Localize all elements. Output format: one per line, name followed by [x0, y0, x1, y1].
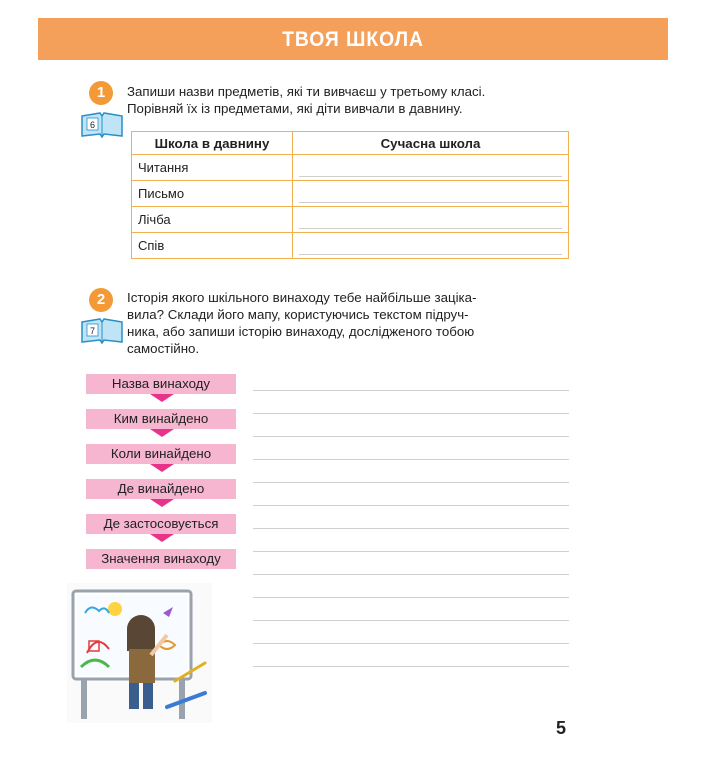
writing-line[interactable]: [253, 505, 569, 506]
girl-at-smartboard-illustration: [67, 583, 212, 723]
down-arrow-icon: [150, 534, 174, 542]
page-number: 5: [556, 718, 567, 738]
writing-line[interactable]: [253, 390, 569, 391]
table-cell-subject: Спів: [132, 233, 293, 259]
table-header-modern: Сучасна школа: [293, 132, 569, 155]
writing-line[interactable]: [253, 643, 569, 644]
map-label-who: Ким винайдено: [86, 409, 236, 429]
map-label-usage: Де застосовується: [86, 514, 236, 534]
table-cell-subject: Письмо: [132, 181, 293, 207]
map-label-significance: Значення винаходу: [86, 549, 236, 569]
writing-line[interactable]: [253, 666, 569, 667]
workbook-page: [38, 18, 668, 748]
table-row: [132, 207, 569, 233]
map-label-name: Назва винаходу: [86, 374, 236, 394]
book-icon: [78, 110, 126, 140]
writing-line[interactable]: [253, 551, 569, 552]
book-ref-2: 7: [89, 326, 96, 336]
page-title: ТВОЯ ШКОЛА: [282, 28, 424, 51]
answer-line[interactable]: [293, 207, 569, 233]
down-arrow-icon: [150, 429, 174, 437]
table-row: [132, 155, 569, 181]
table-header-old: Школа в давнину: [132, 132, 293, 155]
book-ref-1: 6: [89, 120, 96, 130]
task-2-number: 2: [89, 288, 113, 312]
task-2-line-3: ника, або запиши історію винаходу, дослідженого тобою: [127, 324, 475, 339]
task-2-line-2: вила? Склади його мапу, користуючись текстом підруч-: [127, 307, 469, 322]
task-1-line-2: Порівняй їх із предметами, які діти вивчали в давнину.: [127, 101, 463, 116]
down-arrow-icon: [150, 499, 174, 507]
writing-line[interactable]: [253, 482, 569, 483]
title-bar: [38, 18, 668, 60]
writing-line[interactable]: [253, 574, 569, 575]
answer-line[interactable]: [293, 181, 569, 207]
comparison-table: [131, 131, 569, 259]
map-label-when: Коли винайдено: [86, 444, 236, 464]
writing-line[interactable]: [253, 620, 569, 621]
map-label-where: Де винайдено: [86, 479, 236, 499]
answer-line[interactable]: [293, 233, 569, 259]
writing-line[interactable]: [253, 597, 569, 598]
answer-line[interactable]: [293, 155, 569, 181]
writing-line[interactable]: [253, 528, 569, 529]
down-arrow-icon: [150, 464, 174, 472]
task-1-line-1: Запиши назви предметів, які ти вивчаєш у третьому класі.: [127, 84, 486, 99]
down-arrow-icon: [150, 394, 174, 402]
table-cell-subject: Читання: [132, 155, 293, 181]
task-1-number: 1: [89, 81, 113, 105]
writing-line[interactable]: [253, 459, 569, 460]
task-2-line-1: Історія якого шкільного винаходу тебе найбільше заціка-: [127, 290, 477, 305]
writing-line[interactable]: [253, 436, 569, 437]
table-row: [132, 233, 569, 259]
table-row: [132, 181, 569, 207]
table-cell-subject: Лічба: [132, 207, 293, 233]
writing-line[interactable]: [253, 413, 569, 414]
task-2-line-4: самостійно.: [127, 341, 200, 356]
book-icon: [78, 316, 126, 346]
